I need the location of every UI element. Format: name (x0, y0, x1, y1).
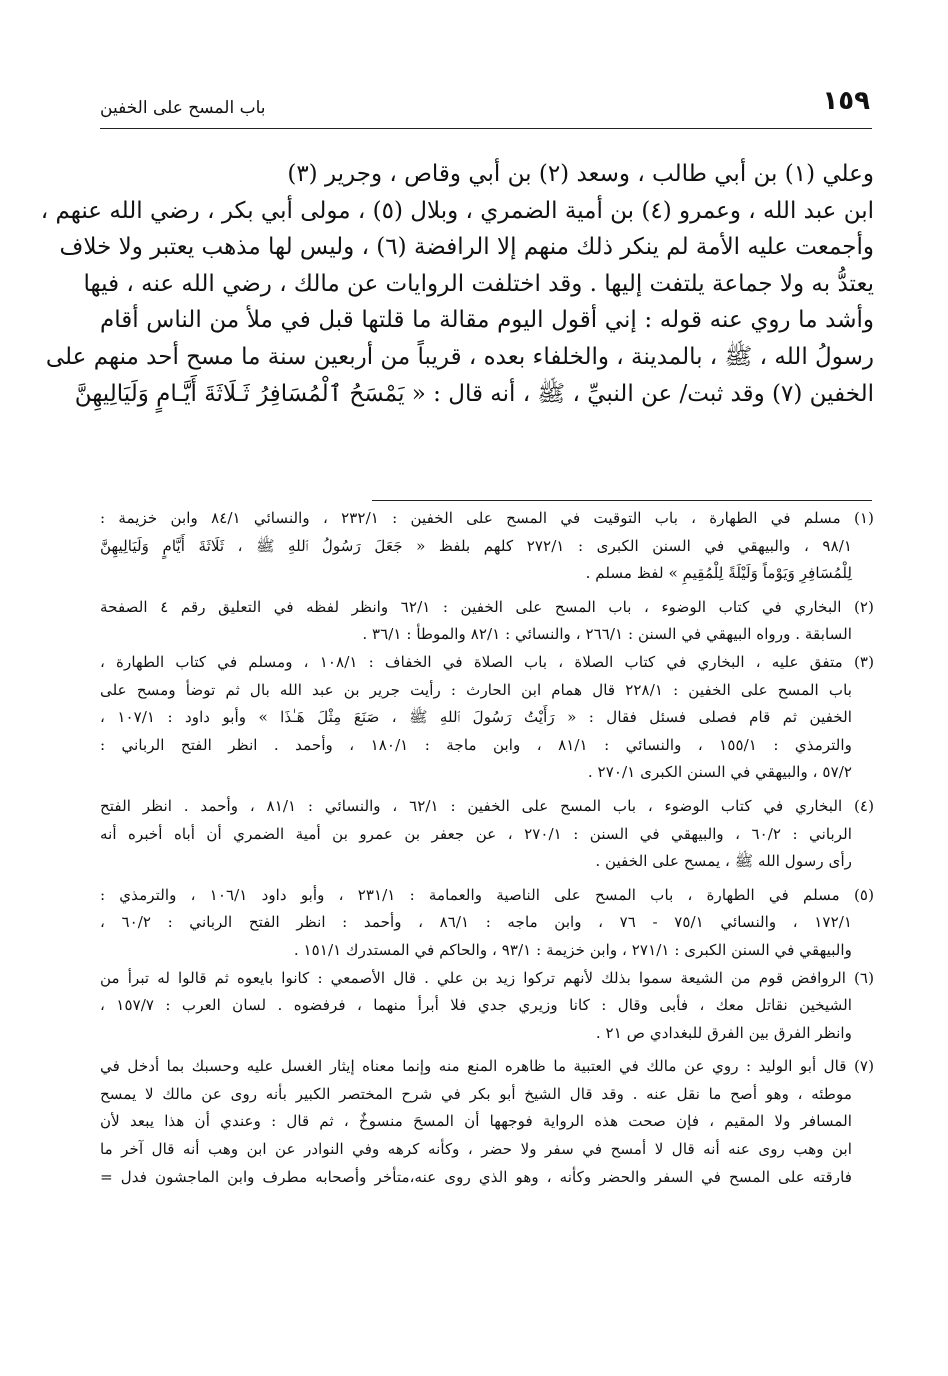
footnote-line: السابقة . ورواه البيهقي في السنن : ٢٦٦/١ ، والنسائي : ٨٢/١ والموطأ : ٣٦/١ . (362, 625, 852, 644)
footnote-line: موطئه ، وهو أصح ما نقل عنه . وقد قال الشيخ أبو بكر في شرح المختصر الكبير بأنه روى عن مالك لا يمسح (100, 1084, 852, 1103)
footnote-line: (٧) قال أبو الوليد : روي عن مالك في العتبية ما ظاهره المنع منه وإنما معناه إيثار الغسل عليه وحسبك بما أدخل في (100, 1057, 874, 1076)
footnote-line: ١٧٢/١ ، والنسائي ٧٥/١ - ٧٦ ، وابن ماجه : ٨٦/١ ، وأحمد : انظر الفتح الرباني : ٦٠/٢ ، (100, 913, 852, 932)
footnote-4 (100, 793, 874, 876)
footnotes (100, 505, 874, 1191)
footnote-line: باب المسح على الخفين : ٢٢٨/١ قال همام ابن الحارث : رأيت جرير بن عبد الله بال ثم توضأ ومسح على (100, 680, 852, 699)
footnote-line: (٦) الروافض قوم من الشيعة سموا بذلك لأنهم تركوا زيد بن علي . قال الأصمعي : كانوا بايعوه ثم قالوا له تبرأ من (100, 968, 874, 987)
footnote-line: الخفين ثم قام فصلى فسئل فقال : « رَأَيْتُ رَسُولَ ٱللهِ ﷺ ، صَنَعَ مِثْلَ هَـٰذَا » وأبو داود : ١٠٧/١ ، (100, 708, 853, 727)
footnote-line: والترمذي : ١٥٥/١ ، والنسائي : ٨١/١ ، وابن ماجة : ١٨٠/١ ، وأحمد . انظر الفتح الرباني : (100, 735, 852, 754)
main-text-line: ابن عبد الله ، وعمرو (٤) بن أمية الضمري ، وبلال (٥) ، مولى أبي بكر ، رضي الله عنهم ، (40, 197, 874, 224)
footnote-line: ابن وهب روى عنه أنه قال لا أمسح في سفر ولا حضر ، وكأنه كرهه وفي النوادر عن ابن وهب أنه قال آخر ما (100, 1140, 852, 1159)
footnote-5 (100, 882, 874, 965)
main-text-line: يعتدُّ به ولا جماعة يلتفت إليها . وقد اختلفت الروايات عن مالك ، رضي الله عنه ، فيها (83, 270, 874, 297)
footnote-7 (100, 1053, 874, 1191)
footnote-line: (٤) البخاري في كتاب الوضوء ، باب المسح على الخفين : ٦٢/١ ، والنسائي : ٨١/١ ، وأحمد . انظر الفتح (100, 796, 874, 815)
footnote-line: ٥٧/٢ ، والبيهقي في السنن الكبرى ٢٧٠/١ . (587, 763, 852, 782)
main-text-line: الخفين (٧) وقد ثبت/ عن النبيِّ ، ﷺ ، أنه قال : « يَمْسَحُ ٱلْمُسَافِرُ ثَـلَاثَةَ أَيَّـامٍ وَلَيَالِيهِنَّ (74, 380, 874, 407)
footnote-line: وانظر الفرق بين الفرق للبغدادي ص ٢١ . (595, 1023, 852, 1042)
footnote-line: (٥) مسلم في الطهارة ، باب المسح على الناصية والعمامة : ٢٣١/١ ، وأبو داود ١٠٦/١ ، والترمذي : (100, 885, 875, 904)
page-header (100, 86, 870, 126)
footnote-line: الرباني : ٦٠/٢ ، والبيهقي في السنن : ٢٧٠/١ ، عن جعفر بن عمرو بن أمية الضمري أن أباه أخبره أنه (100, 824, 852, 843)
footnote-line: والبيهقي في السنن الكبرى : ٢٧١/١ ، وابن خزيمة : ٩٣/١ ، والحاكم في المستدرك ١٥١/١ . (293, 940, 852, 959)
footnote-line: (٢) البخاري في كتاب الوضوء ، باب المسح على الخفين : ٦٢/١ وانظر لفظه في التعليق رقم ٤ الصفحة (100, 597, 874, 616)
footnote-6 (100, 965, 874, 1048)
footnote-3 (100, 649, 874, 787)
main-text-line: وعلي (١) بن أبي طالب ، وسعد (٢) بن أبي وقاص ، وجرير (٣) (287, 161, 874, 187)
footnote-line: الشيخين نقاتل معك ، فأبى وقال : كانا وزيري جدي فلا أبرأ منهما ، فرفضوه . لسان العرب : ١٥٧/٧ ، (100, 996, 853, 1015)
footnote-line: ٩٨/١ ، والبيهقي في السنن الكبرى : ٢٧٢/١ كلهم بلفظ « جَعَلَ رَسُولُ ٱللهِ ﷺ ، ثَلَاثَةَ أَيَّامٍ وَلَيَالِيهِنَّ (100, 536, 852, 555)
footnote-line: فارقته على المسح في السفر والحضر وكأنه ، وهو الذي روى عنه،متأخر وأصحابه مطرف وابن الماجشون فدل = (100, 1167, 852, 1186)
footnote-line: لِلْمُسَافِرِ وَيَوْماً وَلَيْلَةً لِلْمُقِيمِ » لفظ مسلم . (585, 564, 852, 583)
chapter-title: باب المسح على الخفين (100, 98, 266, 118)
footnote-line: (١) مسلم في الطهارة ، باب التوقيت في المسح على الخفين : ٢٣٢/١ ، والنسائي ٨٤/١ وابن خزيمة : (100, 509, 874, 527)
footnote-line: رأى رسول الله ﷺ ، يمسح على الخفين . (595, 852, 852, 871)
footnote-line: المسافر ولا المقيم ، فإن صحت هذه الرواية فوجهها أن المسحَ منسوخٌ ، ثم قال : وعندي أن هذا يبعد لأن (100, 1112, 852, 1131)
main-text-line: رسولُ الله ، ﷺ ، بالمدينة ، والخلفاء بعده ، قريباً من أربعين سنة ما مسح أحد منهم على (45, 343, 874, 370)
main-text-line: وأشد ما روي عنه قوله : إني أقول اليوم مقالة ما قلتها قبل في ملأ من الناس أقام (100, 307, 874, 334)
footnote-2 (100, 594, 874, 649)
main-text (40, 156, 874, 412)
page-number: ١٥٩ (822, 86, 870, 116)
footnote-divider (372, 500, 872, 501)
footnote-1 (100, 505, 874, 588)
footnote-line: (٣) متفق عليه ، البخاري في كتاب الصلاة ، باب الصلاة في الخفاف : ١٠٨/١ ، ومسلم في كتاب الطهارة ، (100, 652, 874, 671)
main-text-line: وأجمعت عليه الأمة لم ينكر ذلك منهم إلا الرافضة (٦) ، وليس لها مذهب يعتبر ولا خلاف (59, 234, 874, 261)
header-divider (100, 128, 872, 129)
